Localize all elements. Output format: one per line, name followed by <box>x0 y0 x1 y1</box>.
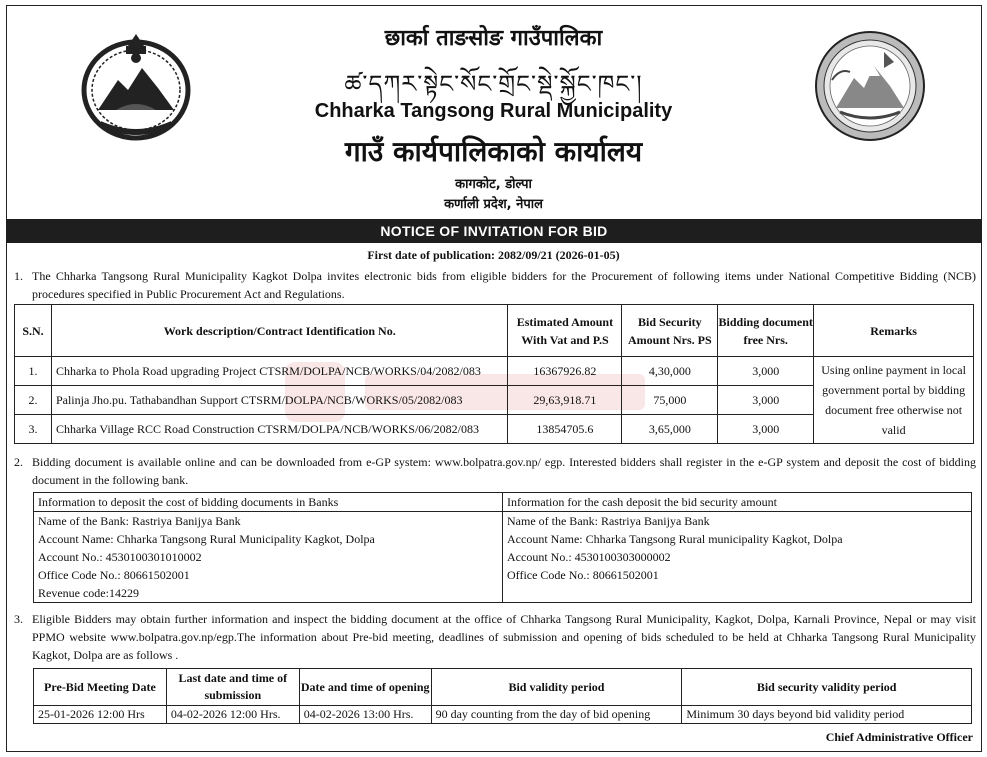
cell-description: Chharka to Phola Road upgrading Project CTSRM/DOLPA/NCB/WORKS/04/2082/083 <box>51 357 508 386</box>
schedule-table-header <box>34 669 972 706</box>
bank-table <box>33 492 972 603</box>
cell-security: 75,000 <box>622 386 718 415</box>
section-3 <box>14 610 976 664</box>
cell-description: Chharka Village RCC Road Construction CTSRM/DOLPA/NCB/WORKS/06/2082/083 <box>51 415 508 444</box>
cell-fee: 3,000 <box>718 386 814 415</box>
tibetan-municipality-name: ཚ་དཀར་སྟེང་སོང་གྲོང་སྡེ་སྐྱོང་ཁང་། <box>344 70 643 98</box>
cell-sn: 1. <box>15 357 52 386</box>
header-sn: S.N. <box>15 305 52 357</box>
cell-security: 4,30,000 <box>622 357 718 386</box>
address-line-1: कागकोट, डोल्पा <box>455 177 532 192</box>
signature-title: Chief Administrative Officer <box>825 730 973 744</box>
address-line-2: कर्णाली प्रदेश, नेपाल <box>444 197 543 212</box>
table-row <box>15 357 974 386</box>
bank-right-line: Office Code No.: 80661502001 <box>507 568 659 582</box>
section-3-number: 3. <box>14 612 23 626</box>
section-1-number: 1. <box>14 269 23 283</box>
cell-prebid-date: 25-01-2026 12:00 Hrs <box>34 706 167 724</box>
header-security-validity: Bid security validity period <box>682 669 972 706</box>
cell-sn: 3. <box>15 415 52 444</box>
bank-left-details <box>34 512 503 603</box>
bank-left-line: Account Name: Chharka Tangsong Rural Municipality Kagkot, Dolpa <box>38 532 375 546</box>
notice-title-bar: NOTICE OF INVITATION FOR BID <box>6 219 982 243</box>
nepali-municipality-name: छार्का ताङसोङ गाउँपालिका <box>384 26 603 51</box>
cell-bid-validity: 90 day counting from the day of bid opening <box>431 706 682 724</box>
bank-right-line: Account No.: 4530100303000002 <box>507 550 671 564</box>
table-row <box>34 706 972 724</box>
bank-left-line: Office Code No.: 80661502001 <box>38 568 190 582</box>
bank-left-line: Account No.: 4530100301010002 <box>38 550 202 564</box>
bank-table-body <box>34 512 972 603</box>
cell-submission-date: 04-02-2026 12:00 Hrs. <box>166 706 299 724</box>
cell-remarks: Using online payment in local government portal by bidding document free otherwise not valid <box>814 357 974 444</box>
header-document-fee: Bidding document free Nrs. <box>718 305 814 357</box>
works-table <box>14 304 974 444</box>
bank-right-line: Name of the Bank: Rastriya Banijya Bank <box>507 514 710 528</box>
publication-date: First date of publication: 2082/09/21 (2026-01-05) <box>367 248 620 262</box>
schedule-table <box>33 668 972 724</box>
section-2-text: Bidding document is available online and can be downloaded from e-GP system: www.bolpatra.gov.np/ egp. Interested bidders shall register in the e-GP system and deposit the cost of bidding document in the following bank. <box>32 455 976 487</box>
cell-amount: 29,63,918.71 <box>508 386 622 415</box>
bank-left-header: Information to deposit the cost of bidding documents in Banks <box>34 493 503 512</box>
header-opening-date: Date and time of opening <box>299 669 431 706</box>
bank-right-details <box>503 512 972 603</box>
header-remarks: Remarks <box>814 305 974 357</box>
english-municipality-name: Chharka Tangsong Rural Municipality <box>314 100 673 122</box>
works-table-header <box>15 305 974 357</box>
cell-security-validity: Minimum 30 days beyond bid validity period <box>682 706 972 724</box>
cell-amount: 16367926.82 <box>508 357 622 386</box>
cell-opening-date: 04-02-2026 13:00 Hrs. <box>299 706 431 724</box>
bank-table-header <box>34 493 972 512</box>
bank-left-line: Name of the Bank: Rastriya Banijya Bank <box>38 514 241 528</box>
section-2-number: 2. <box>14 455 23 469</box>
header-bid-security: Bid Security Amount Nrs. PS <box>622 305 718 357</box>
cell-amount: 13854705.6 <box>508 415 622 444</box>
section-2 <box>14 453 976 489</box>
bank-right-header: Information for the cash deposit the bid security amount <box>503 493 972 512</box>
bank-left-line: Revenue code:14229 <box>38 586 139 600</box>
section-1 <box>14 267 976 303</box>
cell-fee: 3,000 <box>718 357 814 386</box>
cell-security: 3,65,000 <box>622 415 718 444</box>
cell-fee: 3,000 <box>718 415 814 444</box>
header-estimated-amount: Estimated Amount With Vat and P.S <box>508 305 622 357</box>
bank-right-line: Account Name: Chharka Tangsong Rural municipality Kagkot, Dolpa <box>507 532 843 546</box>
section-3-text: Eligible Bidders may obtain further information and inspect the bidding document at the office of Chharka Tangsong Rural Municipality, Kagkot, Dolpa, Karnali Province, Nepal or may visit PPMO website www.bolpatra.gov.np/egp.The information about Pre-bid meeting, deadlines of submission and opening of bids scheduled to be held at Chharka Tangsong Rural Municipality Kagkot, Dolpa are as follows . <box>32 612 976 662</box>
cell-description: Palinja Jho.pu. Tathabandhan Support CTSRM/DOLPA/NCB/WORKS/05/2082/083 <box>51 386 508 415</box>
section-1-text: The Chharka Tangsong Rural Municipality Kagkot Dolpa invites electronic bids from eligible bidders for the Procurement of following items under National Competitive Bidding (NCB) procedures specified in Public Procurement Act and Regulations. <box>32 269 976 301</box>
header-prebid-date: Pre-Bid Meeting Date <box>34 669 167 706</box>
cell-sn: 2. <box>15 386 52 415</box>
header-description: Work description/Contract Identification No. <box>51 305 508 357</box>
header-bid-validity: Bid validity period <box>431 669 682 706</box>
header-submission-date: Last date and time of submission <box>166 669 299 706</box>
office-name: गाउँ कार्यपालिकाको कार्यालय <box>344 135 643 168</box>
